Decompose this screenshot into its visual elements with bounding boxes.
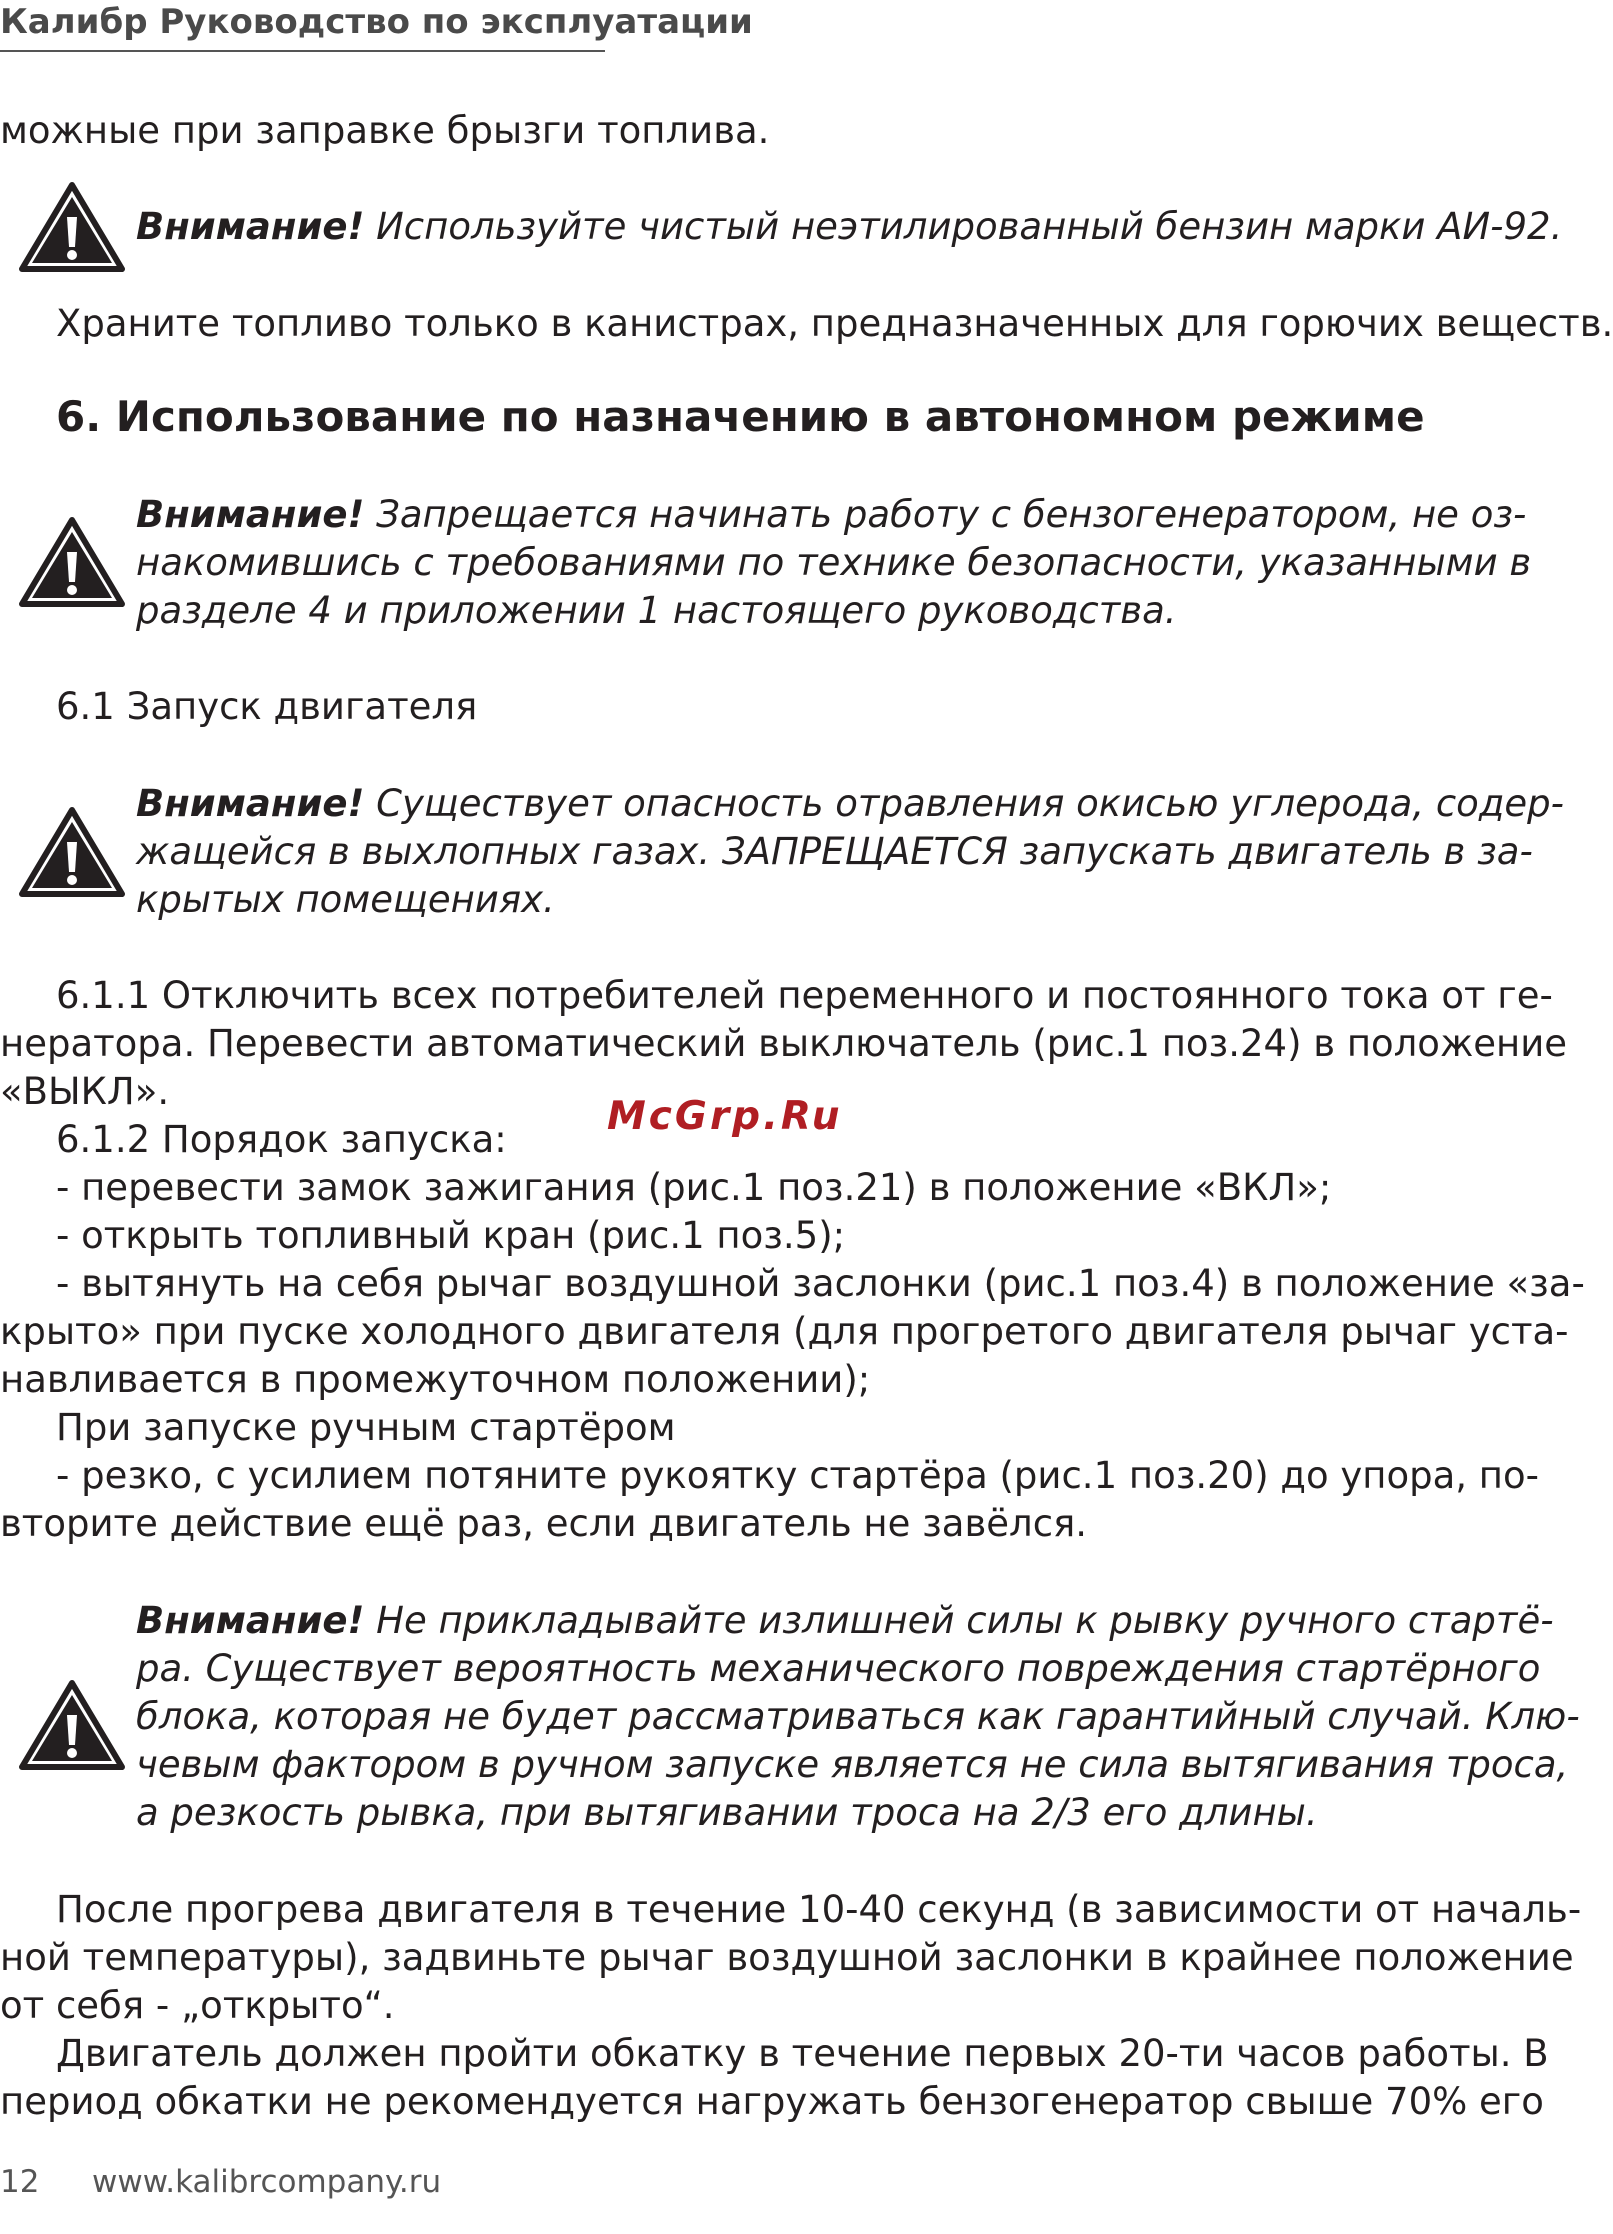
body-line: период обкатки не рекомендуется нагружать бензогенератор свыше 70% его bbox=[0, 2080, 1544, 2123]
footer-url: www.kalibrcompany.ru bbox=[92, 2164, 442, 2200]
body-line: При запуске ручным стартёром bbox=[56, 1406, 676, 1449]
body-line: «ВЫКЛ». bbox=[0, 1070, 170, 1113]
warning-3-line: жащейся в выхлопных газах. ЗАПРЕЩАЕТСЯ запускать двигатель в за- bbox=[136, 830, 1533, 873]
warning-label: Внимание! bbox=[136, 493, 365, 536]
warning-triangle-icon bbox=[18, 1679, 126, 1771]
warning-triangle-icon bbox=[18, 806, 126, 898]
warning-label: Внимание! bbox=[136, 205, 365, 248]
body-line: 6.1.2 Порядок запуска: bbox=[56, 1118, 507, 1161]
warning-2-line: накомившись с требованиями по технике безопасности, указанными в bbox=[136, 541, 1532, 584]
watermark: McGrp.Ru bbox=[607, 1094, 843, 1139]
warning-4-line-text: Не прикладывайте излишней силы к рывку ручного стартё- bbox=[364, 1599, 1554, 1642]
warning-1-line: Используйте чистый неэтилированный бензин марки АИ-92. bbox=[364, 205, 1563, 248]
header-rule bbox=[0, 50, 605, 52]
warning-3-line bbox=[136, 780, 1565, 828]
body-line: 6.1.1 Отключить всех потребителей переменного и постоянного тока от ге- bbox=[56, 974, 1553, 1017]
warning-4-line: ра. Существует вероятность механического повреждения стартёрного bbox=[136, 1647, 1541, 1690]
para-storage: Храните топливо только в канистрах, предназначенных для горючих веществ. bbox=[56, 302, 1613, 345]
warning-4-line: а резкость рывка, при вытягивании троса на 2/3 его длины. bbox=[136, 1791, 1318, 1834]
warning-3-line: крытых помещениях. bbox=[136, 878, 555, 921]
para-top: можные при заправке брызги топлива. bbox=[0, 109, 770, 152]
warning-triangle-icon bbox=[18, 181, 126, 273]
warning-1-text bbox=[136, 203, 1562, 251]
warning-4-line: чевым фактором в ручном запуске является не сила вытягивания троса, bbox=[136, 1743, 1569, 1786]
body-line: нератора. Перевести автоматический выключатель (рис.1 поз.24) в положение bbox=[0, 1022, 1568, 1065]
body-line: вторите действие ещё раз, если двигатель не завёлся. bbox=[0, 1502, 1088, 1545]
section-heading: 6. Использование по назначению в автономном режиме bbox=[56, 392, 1425, 441]
warning-2-line-text: Запрещается начинать работу с бензогенератором, не оз- bbox=[364, 493, 1527, 536]
warning-2-line bbox=[136, 491, 1527, 539]
body-line: - открыть топливный кран (рис.1 поз.5); bbox=[56, 1214, 846, 1257]
body-line: - вытянуть на себя рычаг воздушной заслонки (рис.1 поз.4) в положение «за- bbox=[56, 1262, 1585, 1305]
warning-4-line bbox=[136, 1597, 1554, 1645]
warning-label: Внимание! bbox=[136, 1599, 365, 1642]
warning-4-line: блока, которая не будет рассматриваться как гарантийный случай. Клю- bbox=[136, 1695, 1580, 1738]
warning-triangle-icon bbox=[18, 516, 126, 608]
warning-3-line-text: Существует опасность отравления окисью углерода, содер- bbox=[364, 782, 1565, 825]
body-line: навливается в промежуточном положении); bbox=[0, 1358, 871, 1401]
warning-2-line: разделе 4 и приложении 1 настоящего руководства. bbox=[136, 589, 1177, 632]
running-header: Калибр Руководство по эксплуатации bbox=[0, 2, 753, 42]
body-line: Двигатель должен пройти обкатку в течение первых 20-ти часов работы. В bbox=[56, 2032, 1549, 2075]
body-line: - резко, с усилием потяните рукоятку стартёра (рис.1 поз.20) до упора, по- bbox=[56, 1454, 1539, 1497]
body-line: крыто» при пуске холодного двигателя (для прогретого двигателя рычаг уста- bbox=[0, 1310, 1569, 1353]
body-line: - перевести замок зажигания (рис.1 поз.21) в положение «ВКЛ»; bbox=[56, 1166, 1332, 1209]
body-line: от себя - „открыто“. bbox=[0, 1984, 395, 2027]
body-line: После прогрева двигателя в течение 10-40 секунд (в зависимости от началь- bbox=[56, 1888, 1582, 1931]
subsection-heading: 6.1 Запуск двигателя bbox=[56, 685, 478, 728]
page-number: 12 bbox=[0, 2164, 40, 2200]
warning-label: Внимание! bbox=[136, 782, 365, 825]
body-line: ной температуры), задвиньте рычаг воздушной заслонки в крайнее положение bbox=[0, 1936, 1574, 1979]
